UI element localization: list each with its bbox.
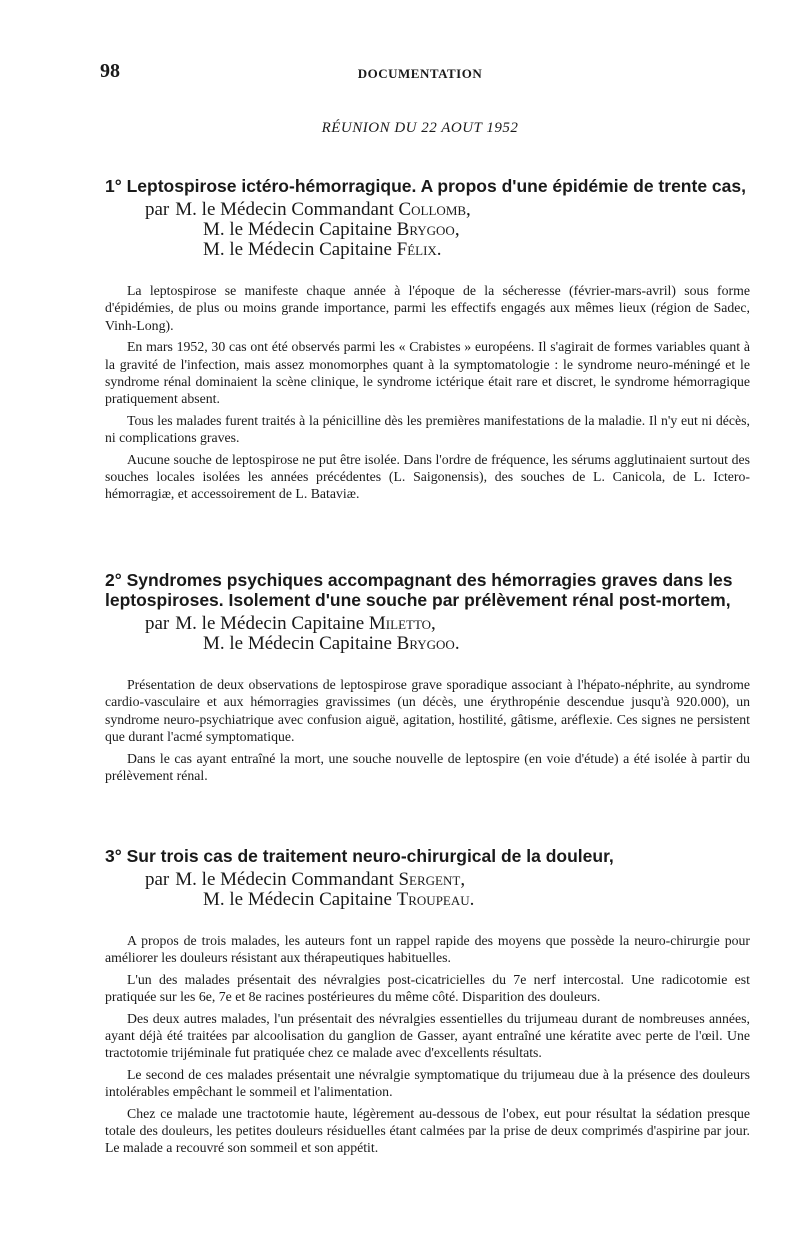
page-number: 98 — [100, 60, 120, 82]
section-3-authors — [105, 870, 750, 910]
section-1-title: 1° Leptospirose ictéro-hémorragique. A propos d'une épidémie de trente cas, — [105, 176, 746, 196]
author-line: M. le Médecin Capitaine Félix. — [203, 239, 442, 260]
paragraph: En mars 1952, 30 cas ont été observés parmi les « Crabistes » européens. Il s'agirait de formes variables quant à la gravité de l'infection, mais assez monomorphes quant à la symptomatologie : le syndrome neuro-méningé et le syndrome rénal dominaient la scène clinique, le syndrome ictérique était rare et discret, le syndrome hémorragique pratiquement absent. — [105, 339, 750, 407]
section-3 — [105, 846, 750, 1161]
section-1-body — [105, 282, 750, 503]
meeting-title: RÉUNION DU 22 AOUT 1952 — [321, 120, 519, 136]
section-2 — [105, 570, 750, 788]
section-3-body — [105, 932, 750, 1157]
running-title: DOCUMENTATION — [357, 66, 483, 81]
paragraph: Dans le cas ayant entraîné la mort, une souche nouvelle de leptospire (en voie d'étude) a été isolée à partir du prélèvement rénal. — [105, 750, 750, 784]
author-line: par M. le Médecin Commandant Sergent, — [145, 869, 466, 890]
paragraph: A propos de trois malades, les auteurs font un rappel rapide des moyens que possède la neuro-chirurgie pour améliorer les douleurs résistant aux thérapeutiques habituelles. — [105, 933, 750, 966]
author-line: M. le Médecin Capitaine Troupeau. — [203, 889, 475, 910]
paragraph: L'un des malades présentait des névralgies post-cicatricielles du 7e nerf intercostal. Une radicotomie est pratiquée sur les 6e, 7e et 8e racines postérieures du même côté. Disparition des douleurs. — [105, 971, 750, 1005]
section-1-authors — [105, 200, 750, 260]
section-3-title: 3° Sur trois cas de traitement neuro-chirurgical de la douleur, — [105, 846, 614, 866]
author-line: par M. le Médecin Commandant Collomb, — [145, 199, 471, 220]
paragraph: Le second de ces malades présentait une névralgie symptomatique du trijumeau due à la présence des douleurs intolérables empêchant le sommeil et l'alimentation. — [105, 1066, 750, 1100]
paragraph: Chez ce malade une tractotomie haute, légèrement au-dessous de l'obex, eut pour résultat la sédation presque totale des douleurs, les petites douleurs résiduelles étant calmées par la prise de deux comprimés d'aspirine par jour. Le malade a recouvré son sommeil et son appétit. — [105, 1105, 750, 1156]
paragraph: Des deux autres malades, l'un présentait des névralgies essentielles du trijumeau durant de nombreuses années, ayant déjà été traitées par alcoolisation du ganglion de Gasser, ayant entraîné une kératite avec perte de l'œil. Une tractotomie trijéminale fut pratiquée chez ce malade avec d'excellents résultats. — [105, 1010, 750, 1061]
author-line: M. le Médecin Capitaine Brygoo. — [203, 633, 460, 654]
section-2-body — [105, 676, 750, 784]
author-line: par M. le Médecin Capitaine Miletto, — [145, 613, 436, 634]
section-2-authors — [105, 614, 750, 654]
page-header — [100, 60, 740, 88]
paragraph: Tous les malades furent traités à la pénicilline dès les premières manifestations de la maladie. Il n'y eut ni décès, ni complications graves. — [105, 412, 750, 446]
paragraph: Présentation de deux observations de leptospirose grave sporadique associant à l'hépato-néphrite, au syndrome cardio-vasculaire et aux hémorragies gravissimes (un décès, une érythropénie descendue jusqu'à 920.000), un syndrome neuro-psychiatrique avec confusion aiguë, agitation, hostilité, gâtisme, aréflexie. Ces signes ne persistent que durant l'acmé symptomatique. — [105, 677, 750, 745]
author-line: M. le Médecin Capitaine Brygoo, — [203, 219, 460, 240]
section-1 — [105, 176, 750, 507]
paragraph: La leptospirose se manifeste chaque année à l'époque de la sécheresse (février-mars-avril) sous forme d'épidémies, de plus ou moins grande importance, parmi les effectifs engagés aux mêmes lieux (région de Sadec, Vinh-Long). — [105, 283, 750, 333]
paragraph: Aucune souche de leptospirose ne put être isolée. Dans l'ordre de fréquence, les sérums agglutinaient surtout des souches locales isolées les années précédentes (L. Saigonensis), des souches de L. Canicola, de L. Ictero-hémorragiæ, et accessoirement de L. Bataviæ. — [105, 451, 750, 502]
section-2-title: 2° Syndromes psychiques accompagnant des hémorragies graves dans les leptospiroses. Isolement d'une souche par prélèvement rénal post-mortem, — [105, 570, 733, 610]
